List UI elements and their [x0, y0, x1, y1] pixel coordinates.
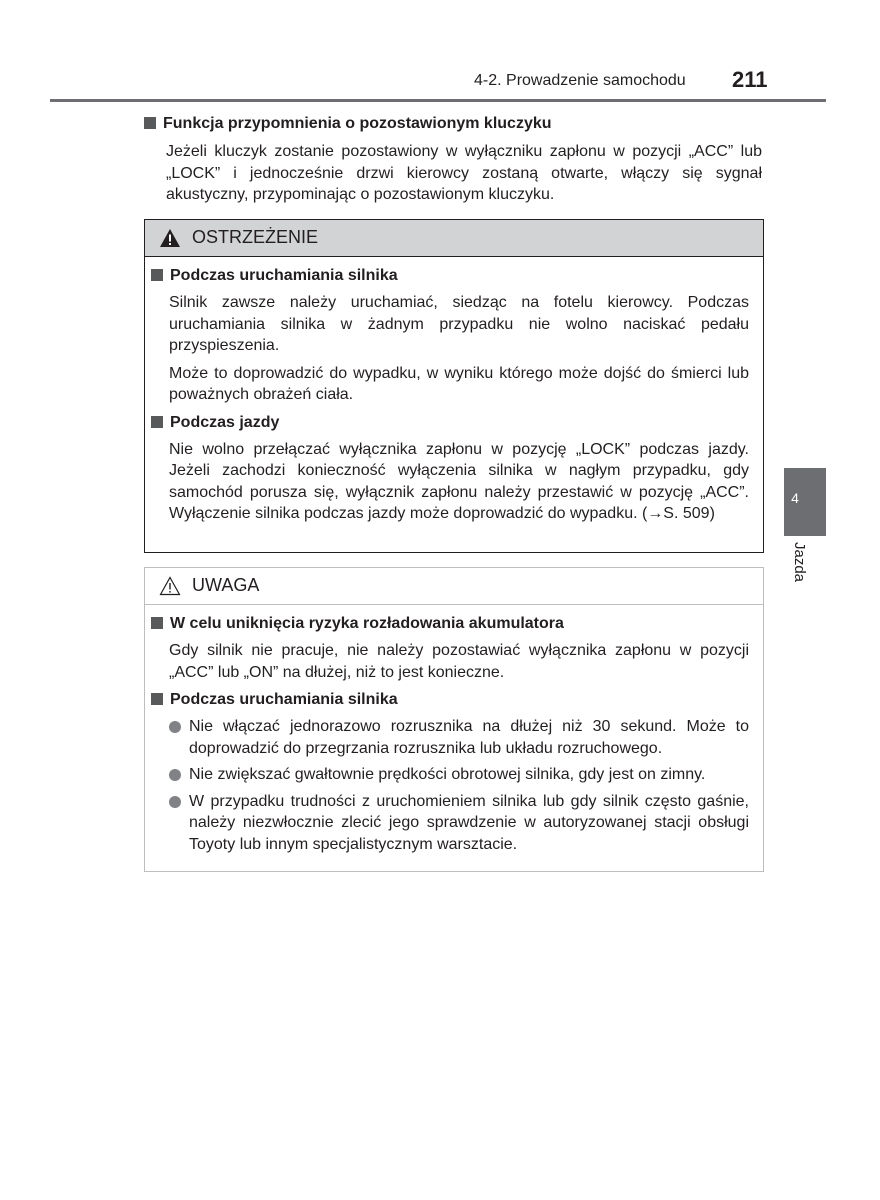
intro-heading — [144, 115, 552, 133]
bullet-text: Nie włączać jednorazowo rozrusznika na dłużej niż 30 sekund. Może to doprowadzić do przegrzania rozrusznika lub układu rozruchowego. — [189, 718, 749, 757]
warning-heading-text: Podczas uruchamiania silnika — [170, 267, 398, 284]
square-bullet-icon — [151, 617, 163, 629]
header-section-title: 4-2. Prowadzenie samochodu — [474, 72, 686, 89]
caution-title: UWAGA — [192, 575, 260, 595]
circle-bullet-icon — [169, 796, 181, 808]
intro-body: Jeżeli kluczyk zostanie pozostawiony w wyłączniku zapłonu w pozycji „ACC” lub „LOCK” i jednocześnie drzwi kierowcy zostaną otwarte, włączy się sygnał akustyczny, przypominając o pozostawionym kluczyku. — [166, 143, 762, 203]
warning-title: OSTRZEŻENIE — [192, 227, 319, 247]
warning-box — [144, 219, 764, 553]
caution-header — [145, 568, 763, 605]
caution-section-heading — [151, 613, 749, 634]
warning-section-heading — [151, 412, 749, 433]
warning-content — [145, 257, 763, 525]
bullet-text: Nie zwiększać gwałtownie prędkości obrotowej silnika, gdy jest on zimny. — [189, 766, 706, 783]
caution-box — [144, 567, 764, 872]
circle-bullet-icon — [169, 769, 181, 781]
square-bullet-icon — [151, 269, 163, 281]
intro-heading-text: Funkcja przypomnienia o pozostawionym kluczyku — [163, 115, 552, 132]
chapter-label: Jazda — [791, 542, 808, 583]
caution-section-heading — [151, 689, 749, 710]
caution-bullet-item — [169, 791, 749, 856]
warning-triangle-icon — [159, 228, 181, 248]
caution-heading-text: Podczas uruchamiania silnika — [170, 691, 398, 708]
page-number: 211 — [732, 67, 768, 92]
caution-bullet-item — [169, 764, 749, 786]
chapter-tab — [784, 468, 826, 536]
caution-content — [145, 605, 763, 855]
caution-bullet-item — [169, 716, 749, 759]
square-bullet-icon — [151, 693, 163, 705]
circle-bullet-icon — [169, 721, 181, 733]
caution-heading-text: W celu uniknięcia ryzyka rozładowania akumulatora — [170, 615, 564, 632]
bullet-text: W przypadku trudności z uruchomieniem silnika lub gdy silnik często gaśnie, należy niezwłocznie zlecić jego sprawdzenie w autoryzowanej stacji obsługi Toyoty lub innym specjalistycznym warsztacie. — [189, 792, 749, 853]
warning-section-heading — [151, 265, 749, 286]
chapter-label-container — [786, 542, 810, 602]
warning-heading-text: Podczas jazdy — [170, 413, 280, 431]
chapter-number: 4 — [791, 490, 799, 506]
warning-paragraph: Silnik zawsze należy uruchamiać, siedząc na fotelu kierowcy. Podczas uruchamiania silnika w żadnym przypadku nie wolno naciskać pedału przyspieszenia. — [169, 294, 749, 354]
warning-header — [145, 220, 763, 257]
caution-triangle-icon — [159, 576, 181, 596]
header-divider — [50, 99, 826, 102]
caution-paragraph: Gdy silnik nie pracuje, nie należy pozostawiać wyłącznika zapłonu w pozycji „ACC” lub „ON” na dłużej, niż to jest konieczne. — [169, 642, 749, 681]
warning-paragraph: Może to doprowadzić do wypadku, w wyniku którego może dojść do śmierci lub poważnych obrażeń ciała. — [169, 364, 749, 403]
square-bullet-icon — [144, 117, 156, 129]
square-bullet-icon — [151, 416, 163, 428]
warning-paragraph: Nie wolno przełączać wyłącznika zapłonu w pozycję „LOCK” podczas jazdy. Jeżeli zachodzi konieczność wyłączenia silnika w nagłym przypadku, gdy samochód porusza się, wyłącznik zapłonu należy przestawić w pozycję „ACC”. Wyłączenie silnika podczas jazdy może doprowadzić do wypadku. (→S. 509) — [169, 440, 749, 522]
